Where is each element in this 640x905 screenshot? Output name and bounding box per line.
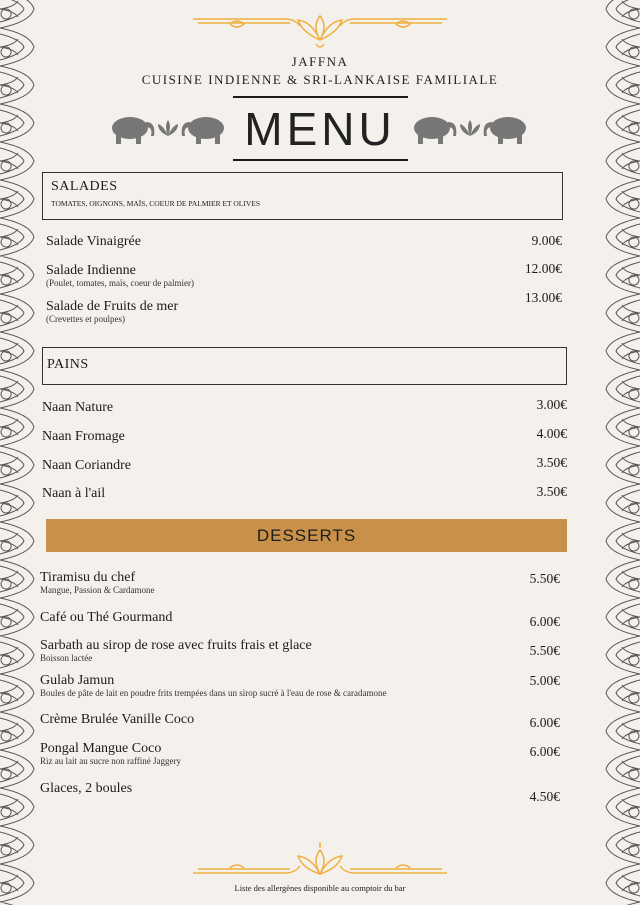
item-price: 13.00€ — [524, 290, 562, 305]
item-price: 9.00€ — [531, 233, 562, 248]
divider — [233, 159, 408, 161]
restaurant-tagline: CUISINE INDIENNE & SRI-LANKAISE FAMILIALE — [141, 72, 499, 87]
salades-section-header — [42, 172, 563, 220]
pains-section-header — [42, 347, 567, 385]
item-name: Glaces, 2 boules — [40, 781, 133, 796]
item-name: Naan à l'ail — [42, 486, 106, 501]
item-description: Mangue, Passion & Cardamone — [40, 585, 155, 595]
item-name: Sarbath au sirop de rose avec fruits frais et glace — [40, 638, 312, 653]
item-price: 6.00€ — [529, 744, 560, 759]
menu-title: MENU — [244, 103, 396, 155]
item-name: Naan Coriandre — [42, 458, 132, 473]
elephants-lotus-icon — [410, 110, 530, 146]
restaurant-name: JAFFNA — [291, 54, 349, 69]
salades-title: SALADES — [51, 179, 118, 194]
item-price: 3.50€ — [536, 455, 567, 470]
item-price: 12.00€ — [524, 261, 562, 276]
desserts-section-header — [46, 519, 567, 552]
item-name: Café ou Thé Gourmand — [40, 610, 173, 625]
desserts-title: DESSERTS — [256, 526, 357, 545]
allergen-note: Liste des allergènes disponible au comptoir du bar — [234, 883, 406, 893]
item-description: Riz au lait au sucre non raffiné Jaggery — [40, 756, 182, 766]
item-price: 5.50€ — [529, 571, 560, 586]
item-description: (Crevettes et poulpes) — [46, 314, 125, 324]
elephants-lotus-icon — [108, 110, 228, 146]
item-name: Salade de Fruits de mer — [46, 299, 179, 314]
item-name: Gulab Jamun — [40, 673, 115, 688]
item-description: Boules de pâte de lait en poudre frits trempées dans un sirop sucré à l'eau de rose & caradamone — [40, 688, 387, 698]
item-description: Boisson lactée — [40, 653, 93, 663]
item-price: 4.50€ — [529, 789, 560, 804]
item-description: (Poulet, tomates, maïs, coeur de palmier) — [46, 278, 194, 288]
pains-title: PAINS — [47, 357, 89, 372]
item-name: Tiramisu du chef — [40, 570, 136, 585]
item-name: Naan Nature — [42, 400, 114, 415]
item-name: Crème Brulée Vanille Coco — [40, 712, 195, 727]
item-name: Naan Fromage — [42, 429, 125, 444]
item-price: 4.00€ — [536, 426, 567, 441]
item-price: 5.00€ — [529, 673, 560, 688]
top-gold-ornament — [190, 10, 450, 54]
item-price: 3.00€ — [536, 397, 567, 412]
item-price: 6.00€ — [529, 715, 560, 730]
divider — [233, 96, 408, 98]
item-name: Pongal Mangue Coco — [40, 741, 162, 756]
item-name: Salade Vinaigrée — [46, 234, 141, 249]
item-price: 6.00€ — [529, 614, 560, 629]
item-price: 5.50€ — [529, 643, 560, 658]
item-name: Salade Indienne — [46, 263, 136, 278]
salades-subtitle: TOMATES, OIGNONS, MAÏS, COEUR DE PALMIER ET OLIVES — [51, 199, 261, 208]
bottom-gold-ornament — [190, 840, 450, 882]
item-price: 3.50€ — [536, 484, 567, 499]
